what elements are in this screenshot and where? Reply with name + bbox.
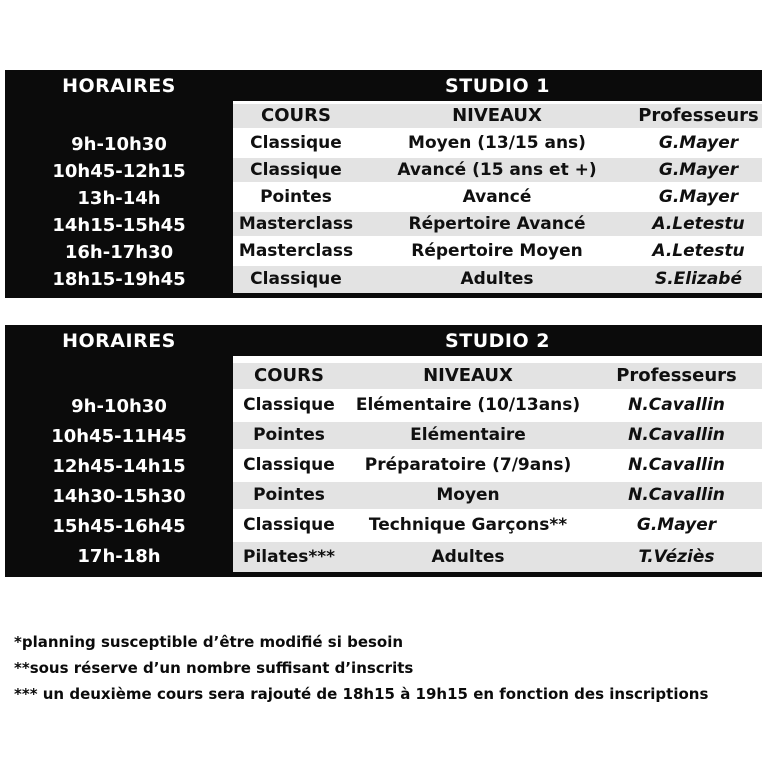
niveau-cell: Répertoire Moyen bbox=[359, 239, 635, 266]
niveau-cell: Elémentaire (10/13ans) bbox=[345, 392, 591, 422]
footnote-1: *planning susceptible d’être modifié si besoin bbox=[14, 633, 404, 651]
niveau-cell: Technique Garçons** bbox=[345, 512, 591, 542]
footnotes bbox=[14, 629, 708, 707]
time-cell: 12h45-14h15 bbox=[52, 456, 186, 477]
schedule-table-studio1 bbox=[5, 70, 762, 298]
prof-cell: N.Cavallin bbox=[591, 452, 762, 482]
column-header-niveaux: NIVEAUX bbox=[345, 356, 591, 392]
studio2-body bbox=[5, 356, 762, 572]
prof-cell: N.Cavallin bbox=[591, 422, 762, 452]
niveau-cell: Adultes bbox=[359, 266, 635, 293]
studio1-header-row bbox=[5, 70, 762, 101]
time-cell: 14h15-15h45 bbox=[52, 214, 186, 236]
time-cell: 17h-18h bbox=[77, 546, 161, 567]
prof-cell: A.Letestu bbox=[635, 239, 762, 266]
prof-cell: N.Cavallin bbox=[591, 482, 762, 512]
time-cell: 9h-10h30 bbox=[71, 133, 167, 155]
time-cell: 9h-10h30 bbox=[71, 396, 167, 417]
cours-cell: Masterclass bbox=[233, 239, 359, 266]
column-header-cours: COURS bbox=[233, 101, 359, 131]
cours-cell: Classique bbox=[233, 392, 345, 422]
prof-cell: S.Elizabé bbox=[635, 266, 762, 293]
studio2-header-row bbox=[5, 325, 762, 356]
cours-cell: Classique bbox=[233, 266, 359, 293]
cours-cell: Masterclass bbox=[233, 212, 359, 239]
cours-cell: Classique bbox=[233, 158, 359, 185]
niveau-cell: Moyen bbox=[345, 482, 591, 512]
cours-cell: Classique bbox=[233, 452, 345, 482]
niveau-cell: Préparatoire (7/9ans) bbox=[345, 452, 591, 482]
cours-cell: Pointes bbox=[233, 185, 359, 212]
time-cell: 16h-17h30 bbox=[64, 241, 174, 263]
niveau-cell: Répertoire Avancé bbox=[359, 212, 635, 239]
studio1-body bbox=[5, 101, 762, 293]
prof-cell: G.Mayer bbox=[635, 131, 762, 158]
time-cell: 10h45-12h15 bbox=[52, 160, 186, 182]
time-cell: 15h45-16h45 bbox=[52, 516, 186, 537]
empty-corner-cell bbox=[5, 356, 233, 392]
studio1-title: STUDIO 1 bbox=[445, 74, 550, 97]
column-header-cours: COURS bbox=[233, 356, 345, 392]
niveau-cell: Avancé bbox=[359, 185, 635, 212]
time-cell: 18h15-19h45 bbox=[52, 268, 186, 290]
prof-cell: G.Mayer bbox=[635, 158, 762, 185]
prof-cell: A.Letestu bbox=[635, 212, 762, 239]
cours-cell: Classique bbox=[233, 512, 345, 542]
empty-corner-cell bbox=[5, 101, 233, 131]
horaires-header: HORAIRES bbox=[62, 74, 176, 97]
time-cell: 13h-14h bbox=[77, 187, 161, 209]
time-cell: 14h30-15h30 bbox=[52, 486, 186, 507]
prof-cell: T.Véziès bbox=[591, 542, 762, 572]
cours-cell: Pilates*** bbox=[233, 542, 345, 572]
cours-cell: Classique bbox=[233, 131, 359, 158]
prof-cell: N.Cavallin bbox=[591, 392, 762, 422]
footnote-2: **sous réserve d’un nombre suffisant d’inscrits bbox=[14, 659, 414, 677]
niveau-cell: Moyen (13/15 ans) bbox=[359, 131, 635, 158]
column-header-niveaux: NIVEAUX bbox=[359, 101, 635, 131]
prof-cell: G.Mayer bbox=[591, 512, 762, 542]
prof-cell: G.Mayer bbox=[635, 185, 762, 212]
time-cell: 10h45-11H45 bbox=[51, 426, 187, 447]
schedule-table-studio2 bbox=[5, 325, 762, 577]
cours-cell: Pointes bbox=[233, 422, 345, 452]
cours-cell: Pointes bbox=[233, 482, 345, 512]
column-header-professeurs: Professeurs bbox=[591, 356, 762, 392]
footnote-3: *** un deuxième cours sera rajouté de 18h15 à 19h15 en fonction des inscriptions bbox=[14, 685, 709, 703]
niveau-cell: Elémentaire bbox=[345, 422, 591, 452]
horaires-header: HORAIRES bbox=[62, 329, 176, 352]
niveau-cell: Adultes bbox=[345, 542, 591, 572]
column-header-professeurs: Professeurs bbox=[635, 101, 762, 131]
studio2-title: STUDIO 2 bbox=[445, 329, 550, 352]
niveau-cell: Avancé (15 ans et +) bbox=[359, 158, 635, 185]
